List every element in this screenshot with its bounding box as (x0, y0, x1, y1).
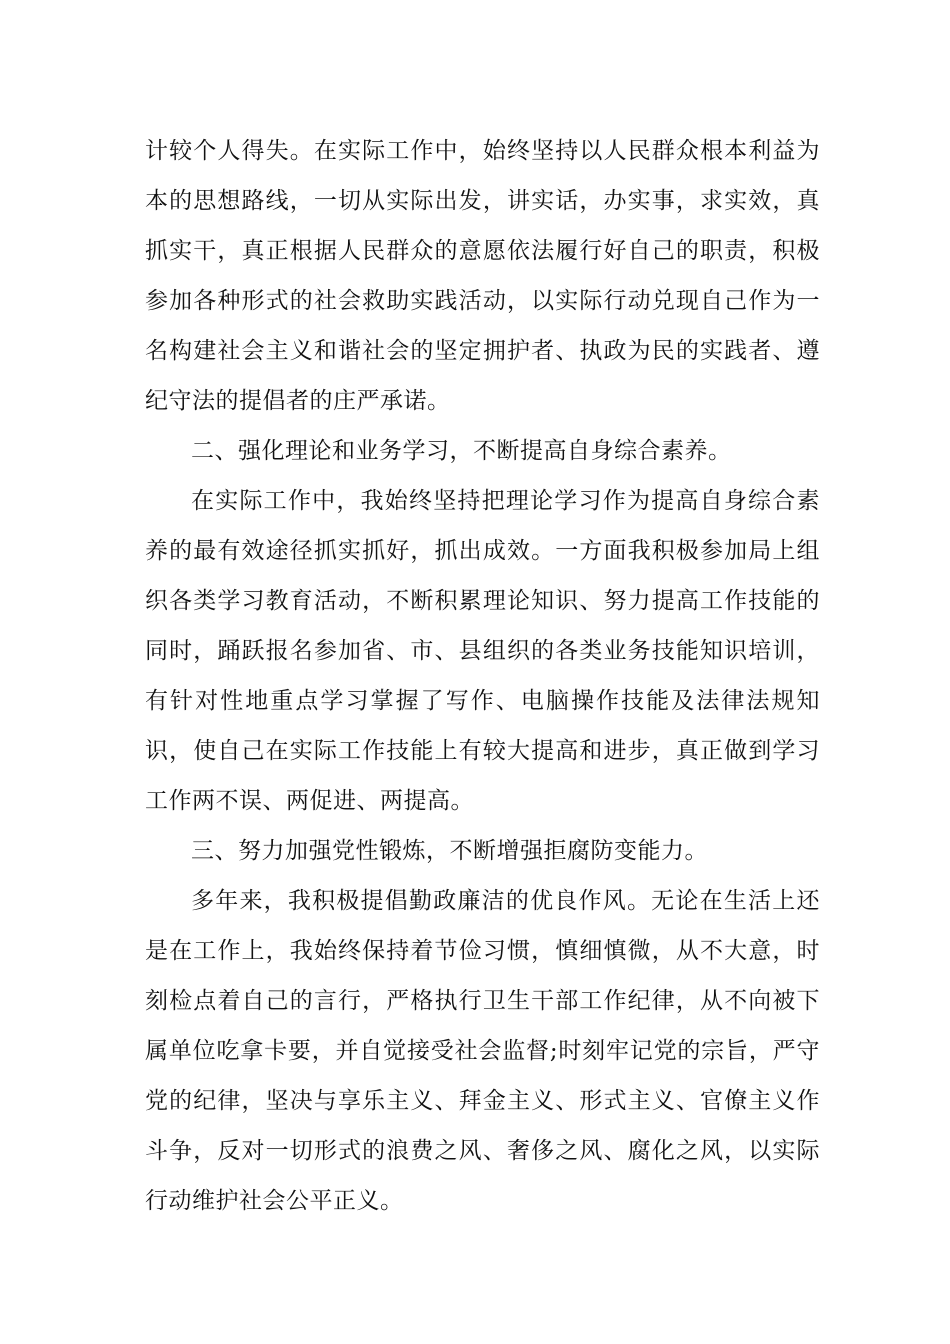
document-body (145, 126, 820, 1226)
paragraph-1: 计较个人得失。在实际工作中，始终坚持以人民群众根本利益为本的思想路线，一切从实际出发，讲实话，办实事，求实效，真抓实干，真正根据人民群众的意愿依法履行好自己的职责，积极参加各种形式的社会救助实践活动，以实际行动兑现自己作为一名构建社会主义和谐社会的坚定拥护者、执政为民的实践者、遵纪守法的提倡者的庄严承诺。 (145, 138, 820, 414)
paragraph-2: 在实际工作中，我始终坚持把理论学习作为提高自身综合素养的最有效途径抓实抓好，抓出成效。一方面我积极参加局上组织各类学习教育活动，不断积累理论知识、努力提高工作技能的同时，踊跃报名参加省、市、县组织的各类业务技能知识培训，有针对性地重点学习掌握了写作、电脑操作技能及法律法规知识，使自己在实际工作技能上有较大提高和进步，真正做到学习工作两不误、两促进、两提高。 (145, 488, 820, 814)
paragraph-3: 多年来，我积极提倡勤政廉洁的优良作风。无论在生活上还是在工作上，我始终保持着节俭习惯，慎细慎微，从不大意，时刻检点着自己的言行，严格执行卫生干部工作纪律，从不向被下属单位吃拿卡要，并自觉接受社会监督;时刻牢记党的宗旨，严守党的纪律，坚决与享乐主义、拜金主义、形式主义、官僚主义作斗争，反对一切形式的浪费之风、奢侈之风、腐化之风，以实际行动维护社会公平正义。 (145, 888, 820, 1214)
section-heading-3: 三、努力加强党性锻炼，不断增强拒腐防变能力。 (191, 838, 708, 864)
section-heading-2: 二、强化理论和业务学习，不断提高自身综合素养。 (191, 438, 732, 464)
